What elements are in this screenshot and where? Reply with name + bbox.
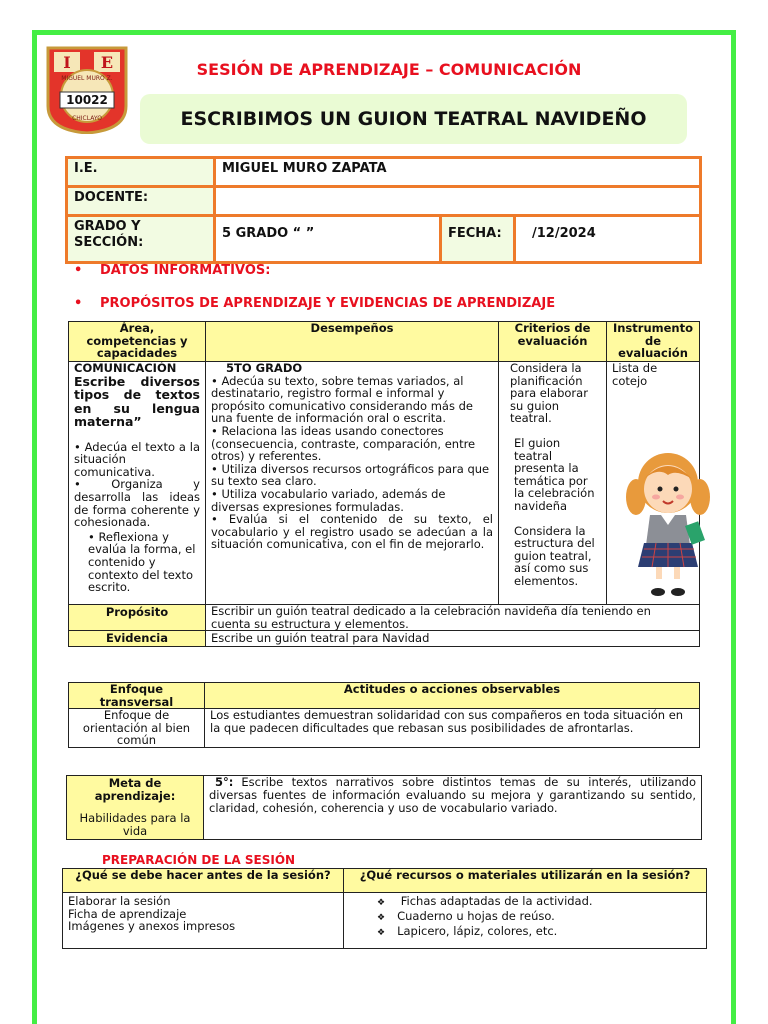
capacidad-2: • Organiza y desarrolla las ideas de forma coherente y cohesionada. bbox=[74, 477, 200, 530]
desempeno-5: • Evalúa si el contenido de su texto, el vocabulario y el registro usado se adecúan a la situación comunicativa, con el fin de mejorarlo. bbox=[211, 512, 493, 552]
area-name: COMUNICACIÓN bbox=[74, 361, 177, 375]
desempeno-1: • Adecúa su texto, sobre temas variados, al destinatario, registro formal e informal y propósito comunicativo considerando más de una fuente de información oral o escrita. bbox=[211, 373, 473, 426]
meta-table bbox=[66, 775, 702, 840]
capacidad-3: • Reflexiona y evalúa la forma, el contenido y contexto del texto escrito. bbox=[88, 529, 196, 595]
enfoque-left: Enfoque de orientación al bien común bbox=[69, 709, 205, 748]
bullet-propositos: • PROPÓSITOS DE APRENDIZAJE Y EVIDENCIAS DE APRENDIZAJE bbox=[74, 296, 556, 311]
recurso-text: Cuaderno u hojas de reúso. bbox=[397, 909, 555, 923]
instrumento-value: Lista de cotejo bbox=[612, 361, 658, 388]
preparacion-table bbox=[62, 868, 707, 949]
recurso-text: Fichas adaptadas de la actividad. bbox=[397, 894, 593, 908]
grado-heading: 5TO GRADO bbox=[226, 361, 303, 375]
evidencia-label: Evidencia bbox=[69, 631, 206, 647]
meta-text: Escribe textos narrativos sobre distintos temas de su interés, utilizando diversas fuentes de información evaluando su mejora y garantizando su sentido, claridad, cohesión, coherencia y uso de vocabulario variado. bbox=[209, 775, 696, 815]
capacidad-1: • Adecúa el texto a la situación comunicativa. bbox=[74, 439, 200, 479]
banner-title: ESCRIBIMOS UN GUION TEATRAL NAVIDEÑO bbox=[140, 94, 687, 144]
criterio-3: Considera la estructura del guion teatral, así como sus elementos. bbox=[514, 523, 595, 588]
docente-value bbox=[215, 187, 701, 216]
prep-header-right: ¿Qué recursos o materiales utilizarán en la sesión? bbox=[344, 869, 707, 893]
criterio-2: El guion teatral presenta la temática por la celebración navideña bbox=[514, 435, 595, 513]
meta-grade: 5°: bbox=[215, 775, 234, 789]
header-instrumento: Instrumento de evaluación bbox=[607, 322, 700, 362]
ie-label: I.E. bbox=[67, 158, 215, 187]
desempeno-4: • Utiliza vocabulario variado, además de diversas expresiones formuladas. bbox=[211, 486, 446, 514]
prep-header-left: ¿Qué se debe hacer antes de la sesión? bbox=[63, 869, 344, 893]
recurso-text: Lapicero, lápiz, colores, etc. bbox=[397, 924, 558, 938]
grado-value: 5 GRADO “ ” bbox=[215, 216, 441, 263]
enfoque-header-left: Enfoque transversal bbox=[69, 683, 205, 709]
logo-letter-right: E bbox=[100, 53, 114, 72]
schoolgirl-illustration bbox=[616, 445, 720, 600]
propositos-label: PROPÓSITOS DE APRENDIZAJE Y EVIDENCIAS DE APRENDIZAJE bbox=[100, 296, 556, 311]
prep-antes-cell bbox=[63, 893, 344, 949]
enfoque-right: Los estudiantes demuestran solidaridad con sus compañeros en toda situación en la que padecen dificultades que rebasan sus posibilidades de afrontarlas. bbox=[205, 709, 700, 748]
desempeno-3: • Utiliza diversos recursos ortográficos para que su texto sea claro. bbox=[211, 461, 490, 489]
grado-label: GRADO Y SECCIÓN: bbox=[67, 216, 215, 263]
bullet-datos: • DATOS INFORMATIVOS: bbox=[74, 263, 271, 278]
area-cell bbox=[69, 362, 206, 605]
prep-recursos-cell bbox=[344, 893, 707, 949]
recurso-item bbox=[377, 895, 701, 910]
session-title: SESIÓN DE APRENDIZAJE – COMUNICACIÓN bbox=[196, 60, 582, 79]
proposito-label: Propósito bbox=[69, 605, 206, 631]
logo-number: 10022 bbox=[66, 93, 108, 107]
antes-item: Imágenes y anexos impresos bbox=[68, 919, 236, 934]
meta-label-cell bbox=[67, 776, 204, 840]
desempeno-2: • Relaciona las ideas usando conectores (consecuencia, contraste, comparación, entre otros) y referentes. bbox=[211, 423, 476, 464]
datos-label: DATOS INFORMATIVOS: bbox=[100, 263, 271, 278]
evidencia-value: Escribe un guión teatral para Navidad bbox=[206, 631, 700, 647]
header-criterios: Criterios de evaluación bbox=[499, 322, 607, 362]
enfoque-table bbox=[68, 682, 700, 748]
meta-label: Meta de aprendizaje: bbox=[94, 776, 176, 803]
antes-item: Elaborar la sesión bbox=[68, 894, 171, 908]
recurso-item bbox=[377, 925, 701, 940]
logo-bottom-text: CHICLAYO bbox=[72, 115, 102, 122]
fecha-value: /12/2024 bbox=[515, 216, 701, 263]
recurso-item bbox=[377, 910, 701, 925]
meta-text-cell bbox=[204, 776, 702, 840]
antes-item: Ficha de aprendizaje bbox=[68, 906, 187, 921]
docente-label: DOCENTE: bbox=[67, 187, 215, 216]
competencias-table bbox=[68, 321, 700, 647]
competencia: Escribe diversos tipos de textos en su lengua materna” bbox=[74, 373, 200, 430]
header-desempenos: Desempeños bbox=[206, 322, 499, 362]
criterio-1: Considera la planificación para elaborar su guion teatral. bbox=[510, 361, 588, 426]
info-table bbox=[65, 156, 702, 264]
criterios-cell bbox=[499, 362, 607, 605]
logo-letter-left: I bbox=[63, 53, 71, 72]
logo-ring-text: MIGUEL MURO Z. bbox=[61, 75, 113, 82]
fecha-label: FECHA: bbox=[441, 216, 515, 263]
enfoque-header-right: Actitudes o acciones observables bbox=[205, 683, 700, 709]
ie-value: MIGUEL MURO ZAPATA bbox=[215, 158, 701, 187]
meta-sub: Habilidades para la vida bbox=[79, 811, 191, 838]
desempenos-cell bbox=[206, 362, 499, 605]
proposito-value: Escribir un guión teatral dedicado a la celebración navideña día teniendo en cuenta su estructura y elementos. bbox=[206, 605, 700, 631]
preparacion-title: PREPARACIÓN DE LA SESIÓN bbox=[102, 853, 296, 867]
header-area: Área, competencias y capacidades bbox=[69, 322, 206, 362]
